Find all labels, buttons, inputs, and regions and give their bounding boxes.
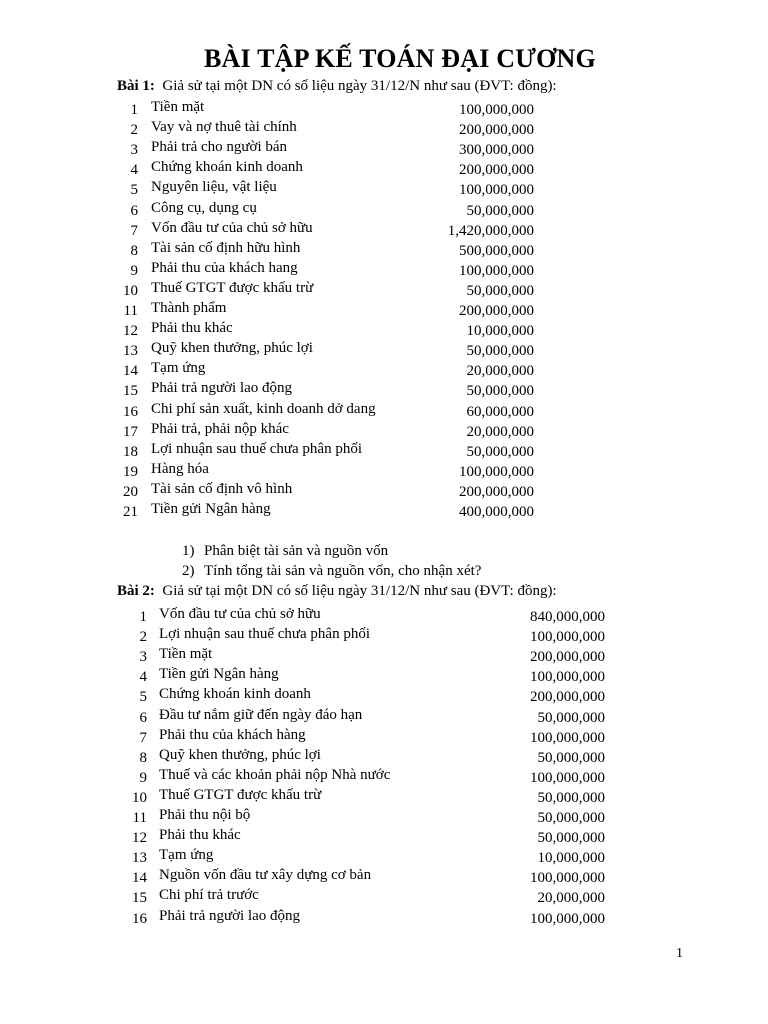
- table-row: [108, 360, 534, 380]
- row-number: 18: [123, 443, 138, 460]
- table-row: [117, 887, 605, 907]
- table-row: [108, 441, 534, 461]
- exercise-1-text: Giả sử tại một DN có số liệu ngày 31/12/N như sau (ĐVT: đồng):: [162, 78, 557, 94]
- row-amount: 20,000,000: [537, 890, 605, 907]
- row-number: 21: [123, 504, 138, 520]
- question-text: Phân biệt tài sản và nguồn vốn: [204, 543, 389, 559]
- table-row: [117, 827, 605, 847]
- exercise-2-text: Giả sử tại một DN có số liệu ngày 31/12/N như sau (ĐVT: đồng):: [162, 583, 557, 599]
- row-number: 19: [123, 463, 138, 480]
- row-number: 15: [123, 383, 138, 400]
- row-number: 4: [139, 669, 147, 686]
- row-label: Tiền mặt: [159, 646, 213, 663]
- row-number: 13: [123, 343, 138, 360]
- page-number: 1: [676, 946, 683, 961]
- table-row: [108, 481, 534, 501]
- row-number: 5: [139, 689, 147, 706]
- row-label: Công cụ, dụng cụ: [151, 199, 257, 216]
- row-number: 10: [123, 282, 138, 299]
- row-label: Tài sản cố định hữu hình: [151, 239, 301, 256]
- table-row: [108, 200, 534, 220]
- exercise-2-intro: [117, 583, 557, 600]
- row-label: Phải thu khác: [159, 827, 241, 844]
- row-amount: 200,000,000: [459, 162, 534, 179]
- row-number: 16: [123, 403, 138, 420]
- table-row: [117, 867, 605, 887]
- row-number: 1: [130, 102, 138, 118]
- row-label: Chứng khoán kinh doanh: [151, 159, 303, 176]
- row-label: Đầu tư nắm giữ đến ngày đáo hạn: [159, 706, 363, 723]
- row-number: 9: [130, 262, 138, 279]
- row-label: Tài sản cố định vô hình: [151, 480, 293, 497]
- row-amount: 100,000,000: [530, 629, 605, 646]
- row-number: 1: [139, 609, 147, 625]
- row-amount: 50,000,000: [537, 789, 605, 806]
- table-row: [117, 767, 605, 787]
- row-number: 2: [130, 122, 138, 139]
- table-row: [117, 727, 605, 747]
- table-row: [108, 179, 534, 199]
- table-row: [108, 300, 534, 320]
- table-row: [108, 220, 534, 240]
- question-text: Tính tổng tài sản và nguồn vốn, cho nhận xét?: [204, 563, 482, 579]
- row-label: Chi phí trả trước: [159, 887, 259, 904]
- row-number: 11: [123, 303, 138, 319]
- row-label: Vốn đầu tư của chủ sở hữu: [151, 219, 313, 236]
- exercise-1-questions: [182, 543, 481, 583]
- row-amount: 100,000,000: [530, 669, 605, 686]
- row-number: 2: [139, 629, 147, 646]
- row-number: 3: [139, 649, 147, 666]
- row-number: 15: [132, 890, 147, 907]
- row-amount: 100,000,000: [459, 262, 534, 279]
- row-label: Phải trả, phải nộp khác: [151, 420, 289, 437]
- page-title: BÀI TẬP KẾ TOÁN ĐẠI CƯƠNG: [204, 44, 596, 73]
- exercise-2-label: Bài 2:: [117, 583, 155, 599]
- row-number: 12: [123, 323, 138, 340]
- row-number: 7: [130, 222, 138, 239]
- row-number: 20: [123, 483, 138, 500]
- row-amount: 10,000,000: [537, 850, 605, 867]
- row-number: 14: [123, 363, 138, 380]
- row-number: 13: [132, 850, 147, 867]
- row-amount: 500,000,000: [459, 242, 534, 259]
- row-label: Phải thu khác: [151, 320, 233, 337]
- table-row: [117, 686, 605, 706]
- row-amount: 50,000,000: [466, 202, 534, 219]
- row-number: 17: [123, 423, 138, 440]
- row-amount: 50,000,000: [537, 830, 605, 847]
- question-number: 1): [182, 543, 195, 559]
- row-label: Phải trả người lao động: [159, 907, 301, 924]
- row-label: Lợi nhuận sau thuế chưa phân phối: [151, 440, 363, 457]
- row-number: 4: [130, 162, 138, 179]
- table-row: [108, 99, 534, 119]
- row-number: 14: [132, 870, 147, 887]
- row-label: Hàng hóa: [151, 460, 209, 477]
- row-amount: 100,000,000: [530, 910, 605, 927]
- table-row: [108, 421, 534, 441]
- table-row: [108, 401, 534, 421]
- row-label: Chứng khoán kinh doanh: [159, 686, 311, 703]
- row-label: Phải trả cho người bán: [151, 139, 288, 156]
- row-label: Nguyên liệu, vật liệu: [151, 179, 277, 196]
- row-label: Phải trả người lao động: [151, 380, 293, 397]
- table-row: [108, 260, 534, 280]
- row-label: Phải thu của khách hàng: [159, 726, 306, 743]
- row-amount: 50,000,000: [466, 443, 534, 460]
- row-amount: 300,000,000: [459, 142, 534, 159]
- row-number: 8: [130, 242, 138, 259]
- row-label: Tiền gửi Ngân hàng: [151, 501, 271, 517]
- row-amount: 50,000,000: [537, 709, 605, 726]
- row-amount: 100,000,000: [530, 729, 605, 746]
- row-amount: 100,000,000: [459, 463, 534, 480]
- row-label: Chi phí sản xuất, kinh doanh dở dang: [151, 400, 376, 417]
- table-row: [117, 666, 605, 686]
- row-amount: 100,000,000: [459, 102, 534, 118]
- row-label: Vốn đầu tư của chủ sở hữu: [159, 606, 321, 622]
- row-number: 10: [132, 789, 147, 806]
- row-amount: 50,000,000: [537, 810, 605, 826]
- row-label: Quỹ khen thưởng, phúc lợi: [151, 340, 313, 357]
- table-row: [108, 280, 534, 300]
- row-number: 6: [130, 202, 138, 219]
- table-row: [108, 380, 534, 400]
- table-row: [108, 159, 534, 179]
- table-row: [117, 787, 605, 807]
- row-amount: 100,000,000: [530, 769, 605, 786]
- table-row: [108, 240, 534, 260]
- question-number: 2): [182, 563, 195, 579]
- row-number: 6: [139, 709, 147, 726]
- row-amount: 840,000,000: [530, 609, 605, 625]
- row-amount: 10,000,000: [466, 323, 534, 340]
- row-label: Tạm ứng: [151, 360, 206, 377]
- table-row: [117, 606, 605, 626]
- table-row: [117, 847, 605, 867]
- row-amount: 100,000,000: [530, 870, 605, 887]
- row-number: 3: [130, 142, 138, 159]
- row-number: 11: [132, 810, 147, 826]
- row-amount: 200,000,000: [530, 649, 605, 666]
- row-label: Tiền mặt: [151, 99, 205, 115]
- row-amount: 50,000,000: [466, 282, 534, 299]
- row-amount: 200,000,000: [459, 122, 534, 139]
- row-amount: 20,000,000: [466, 363, 534, 380]
- row-amount: 60,000,000: [466, 403, 534, 420]
- table-row: [117, 626, 605, 646]
- row-number: 9: [139, 769, 147, 786]
- row-amount: 200,000,000: [459, 483, 534, 500]
- exercise-1-label: Bài 1:: [117, 78, 155, 94]
- row-number: 16: [132, 910, 147, 927]
- row-label: Lợi nhuận sau thuế chưa phân phối: [159, 626, 371, 643]
- row-amount: 100,000,000: [459, 182, 534, 199]
- row-amount: 200,000,000: [530, 689, 605, 706]
- question-item: [182, 563, 481, 583]
- row-amount: 1,420,000,000: [447, 222, 534, 239]
- row-label: Thành phẩm: [151, 300, 227, 316]
- table-row: [117, 908, 605, 928]
- row-number: 8: [139, 749, 147, 766]
- table-row: [117, 807, 605, 827]
- row-label: Thuế GTGT được khấu trừ: [159, 786, 322, 803]
- exercise-1-intro: [117, 78, 557, 95]
- row-number: 5: [130, 182, 138, 199]
- table-row: [108, 320, 534, 340]
- table-row: [117, 646, 605, 666]
- row-label: Phải thu của khách hang: [151, 259, 298, 276]
- row-amount: 200,000,000: [459, 303, 534, 319]
- table-row: [108, 501, 534, 521]
- table-row: [108, 139, 534, 159]
- row-amount: 20,000,000: [466, 423, 534, 440]
- row-label: Tiền gửi Ngân hàng: [159, 666, 279, 683]
- row-label: Nguồn vốn đầu tư xây dựng cơ bản: [159, 867, 372, 884]
- table-row: [108, 461, 534, 481]
- table-row: [117, 707, 605, 727]
- row-label: Quỹ khen thưởng, phúc lợi: [159, 746, 321, 763]
- row-label: Thuế GTGT được khấu trừ: [151, 279, 314, 296]
- table-row: [117, 747, 605, 767]
- row-amount: 50,000,000: [466, 383, 534, 400]
- row-amount: 400,000,000: [459, 504, 534, 520]
- question-item: [182, 543, 481, 563]
- row-number: 12: [132, 830, 147, 847]
- row-label: Phải thu nội bộ: [159, 807, 251, 823]
- row-number: 7: [139, 729, 147, 746]
- table-row: [108, 340, 534, 360]
- row-label: Vay và nợ thuê tài chính: [151, 119, 297, 136]
- row-amount: 50,000,000: [537, 749, 605, 766]
- table-row: [108, 119, 534, 139]
- row-label: Thuế và các khoản phải nộp Nhà nước: [159, 766, 391, 783]
- row-label: Tạm ứng: [159, 847, 214, 864]
- row-amount: 50,000,000: [466, 343, 534, 360]
